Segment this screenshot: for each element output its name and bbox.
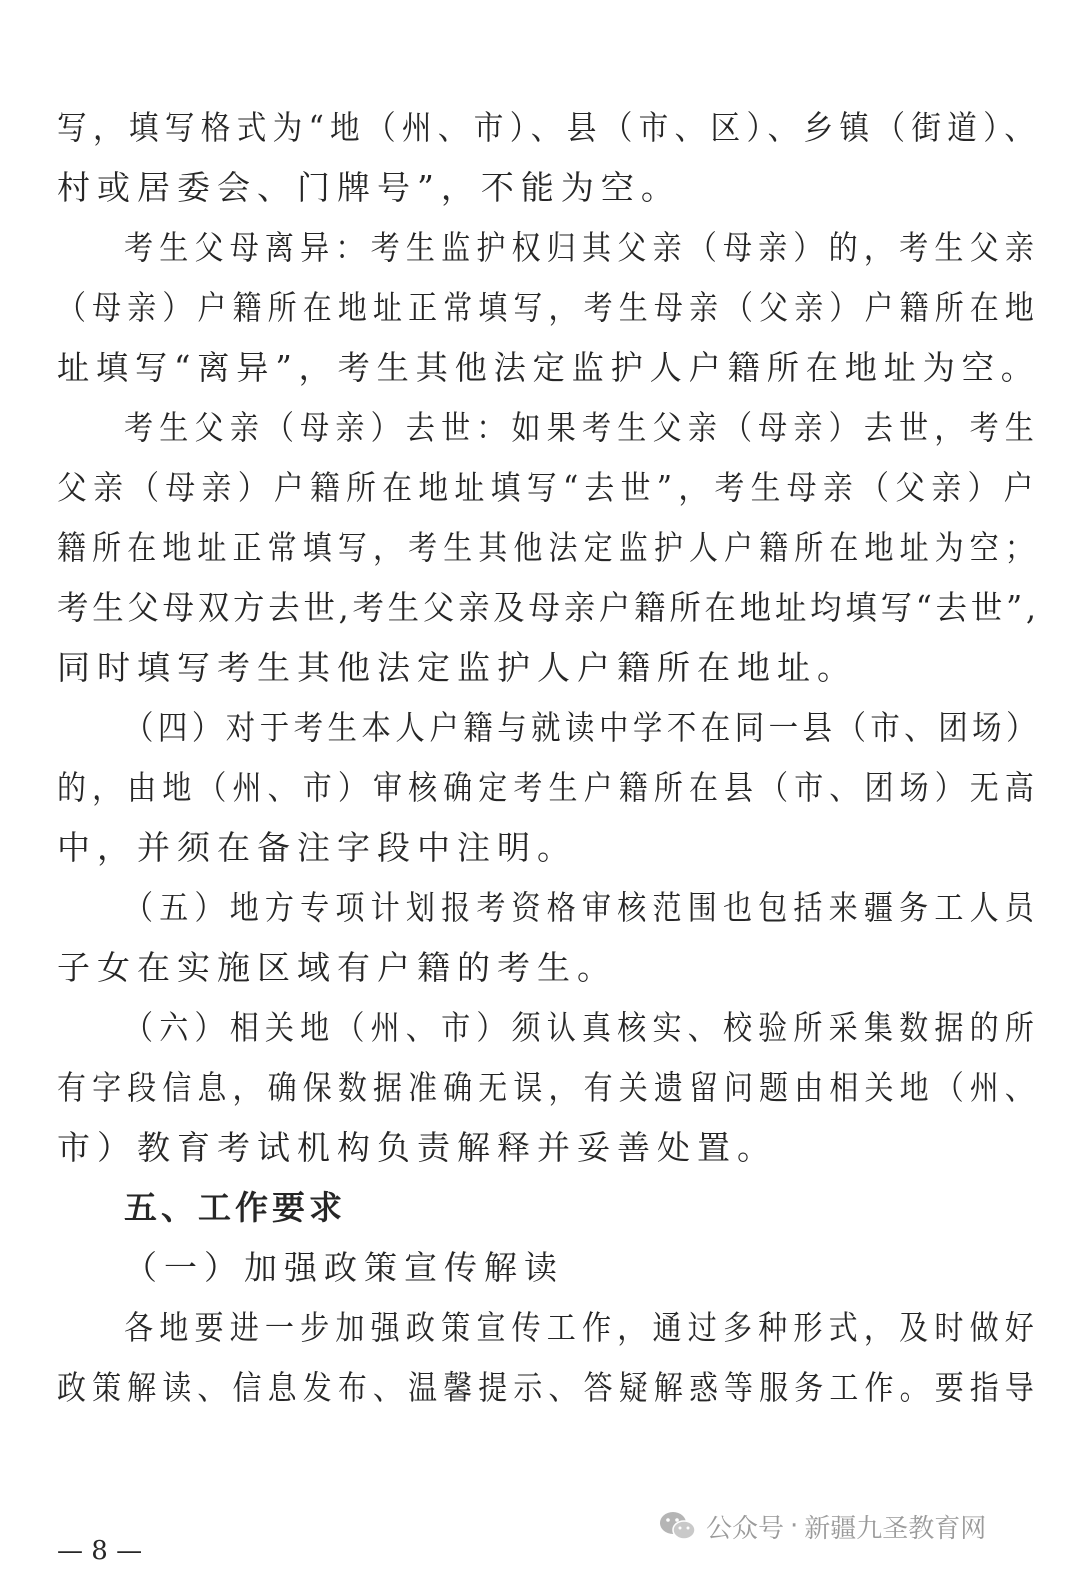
text-line: （五）地方专项计划报考资格审核范围也包括来疆务工人员 bbox=[124, 888, 1041, 927]
subsection-heading: （一）加强政策宣传解读 bbox=[124, 1248, 564, 1287]
text-line: 市）教育考试机构负责解释并妥善处置。 bbox=[57, 1128, 777, 1167]
text-line: （四）对于考生本人户籍与就读中学不在同一县（市、团场） bbox=[124, 708, 1041, 747]
text-line: 同时填写考生其他法定监护人户籍所在地址。 bbox=[57, 648, 857, 687]
page-number: — 8 — bbox=[57, 1536, 143, 1566]
text-line: 籍所在地址正常填写，考生其他法定监护人户籍所在地址为空； bbox=[57, 528, 1041, 567]
text-line: 考生父亲（母亲）去世：如果考生父亲（母亲）去世，考生 bbox=[124, 408, 1041, 447]
watermark-account-label: 公众号 bbox=[706, 1513, 785, 1544]
text-line: 村或居委会、门牌号”，不能为空。 bbox=[57, 168, 681, 207]
text-line: （母亲）户籍所在地址正常填写，考生母亲（父亲）户籍所在地 bbox=[57, 288, 1041, 327]
text-line: 考生父母离异：考生监护权归其父亲（母亲）的，考生父亲 bbox=[124, 228, 1041, 267]
watermark-separator: · bbox=[790, 1511, 799, 1541]
text-line: 考生父母双方去世,考生父亲及母亲户籍所在地址均填写“去世”, bbox=[57, 588, 1040, 627]
text-line: （六）相关地（州、市）须认真核实、校验所采集数据的所 bbox=[124, 1008, 1041, 1047]
text-line: 址填写“离异”，考生其他法定监护人户籍所在地址为空。 bbox=[57, 348, 1040, 387]
text-line: 的，由地（州、市）审核确定考生户籍所在县（市、团场）无高 bbox=[57, 768, 1041, 807]
text-line: 写，填写格式为“地（州、市）、县（市、区）、乡镇（街道）、 bbox=[57, 108, 1041, 147]
section-heading: 五、工作要求 bbox=[124, 1188, 346, 1227]
text-line: 各地要进一步加强政策宣传工作，通过多种形式，及时做好 bbox=[124, 1308, 1041, 1347]
watermark-account-name: 新疆九圣教育网 bbox=[804, 1513, 987, 1544]
text-line: 政策解读、信息发布、温馨提示、答疑解惑等服务工作。要指导 bbox=[57, 1368, 1041, 1407]
watermark bbox=[658, 1504, 986, 1548]
text-line: 有字段信息，确保数据准确无误，有关遗留问题由相关地（州、 bbox=[57, 1068, 1041, 1107]
wechat-icon bbox=[658, 1509, 698, 1543]
text-line: 中，并须在备注字段中注明。 bbox=[57, 828, 577, 867]
text-line: 子女在实施区域有户籍的考生。 bbox=[57, 948, 617, 987]
text-line: 父亲（母亲）户籍所在地址填写“去世”，考生母亲（父亲）户 bbox=[57, 468, 1040, 507]
